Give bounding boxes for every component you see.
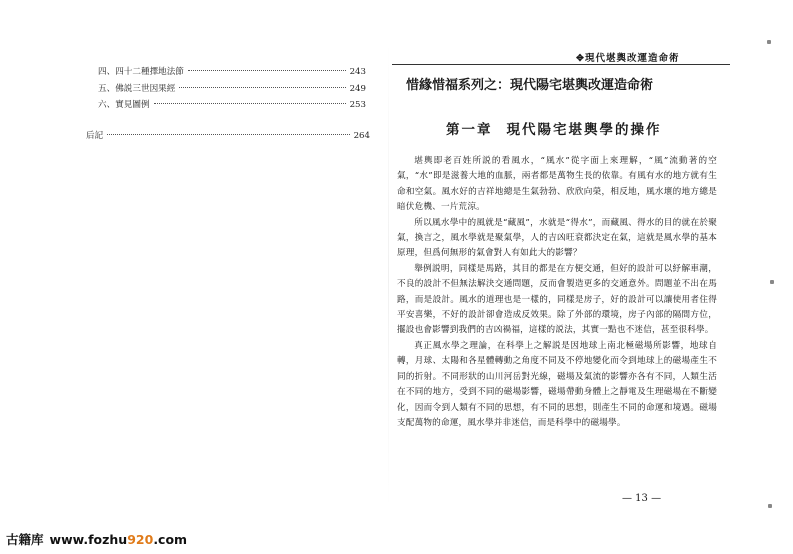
paragraph: 真正風水學之理論，在科學上之解説是因地球上南北極磁場所影響，地球自轉，月球、太陽和各星體轉動之角度不同及不停地變化而令到地球上的磁場產生不同的折射。不同形狀的山川河岳對光線，磁場及氣流的影響亦各有不同，人類生活在不同的地方，受到不同的磁場影響，磁場帶動身體上之靜電及生理磁場在不斷變化，因而令到人類有不同的思想，有不同的思想，則產生不同的命運和境遇。磁場支配萬物的命運，風水學并非迷信，而是科學中的磁場學。 (397, 340, 717, 428)
toc-leader-dots (179, 87, 345, 88)
site-watermark[interactable] (6, 530, 187, 548)
toc-entry[interactable] (86, 130, 370, 142)
toc-entry-page: 243 (349, 67, 366, 77)
watermark-label: 古籍库 (6, 532, 44, 547)
header-rule (392, 64, 730, 65)
toc-entry-page: 253 (349, 100, 366, 110)
body-text (397, 154, 717, 431)
chapter-number: 第一章 (446, 122, 493, 138)
chapter-title: 現代陽宅堪輿學的操作 (506, 122, 662, 138)
toc-entry-page: 249 (349, 84, 366, 94)
toc-entry-title: 后記 (86, 131, 104, 141)
toc-entry[interactable] (98, 83, 366, 95)
watermark-url-prefix: www.fozhu (49, 532, 128, 547)
toc-leader-dots (107, 134, 349, 135)
scan-mark (768, 504, 772, 508)
running-head: ✥現代堪輿改運造命術 (576, 53, 680, 64)
series-title: 惜緣惜福系列之：現代陽宅堪輿改運造命術 (406, 78, 654, 93)
page-number: — 13 — (622, 493, 662, 504)
paragraph: 所以風水學中的風就是“藏風”，水就是“得水”，而藏風、得水的目的就在於聚氣，換言之，風水學就是聚氣學，人的吉凶旺衰都決定在氣，這就是風水學的基本原理，但爲何無形的氣會對人有如此大的影響？ (397, 217, 717, 259)
watermark-url-suffix: .com (153, 532, 188, 547)
toc-entry-page: 264 (353, 131, 370, 141)
toc-leader-dots (188, 70, 346, 71)
watermark-url-accent: 920 (127, 532, 154, 547)
chapter-heading (446, 118, 676, 138)
toc-leader-dots (154, 103, 346, 104)
toc-entry[interactable] (98, 66, 366, 78)
paragraph: 舉例説明，同樣是馬路，其目的都是在方便交通，但好的設計可以紓解車潮，不良的設計不但無法解決交通問題，反而會製造更多的交通意外。問題並不出在馬路，而是設計。風水的道理也是一樣的，同樣是房子，好的設計可以讓使用者住得平安喜樂，不好的設計卻會造成反效果。除了外部的環境，房子內部的隔間方位，擺設也會影響到我們的吉凶禍福，這樣的説法，其實一點也不迷信，甚至很科學。 (397, 263, 717, 336)
toc-entry-title: 六、實見圖例 (98, 100, 150, 110)
scan-mark (770, 280, 774, 284)
toc-entry[interactable] (98, 99, 366, 111)
paragraph: 堪輿即老百姓所説的看風水，“風水”從字面上來理解，“風”流動著的空氣，“水”即是滋養大地的血脈，兩者都是萬物生長的依靠。有風有水的地方就有生命和空氣。風水好的吉祥地總是生氣勃勃、欣欣向榮，相反地，風水壞的地方總是暗伏危機、一片荒涼。 (397, 156, 717, 213)
book-gutter (388, 40, 389, 510)
toc-entry-title: 五、佛説三世因果經 (98, 84, 176, 94)
scan-mark (767, 40, 771, 44)
toc-entry-title: 四、四十二種擇地法節 (98, 67, 184, 77)
